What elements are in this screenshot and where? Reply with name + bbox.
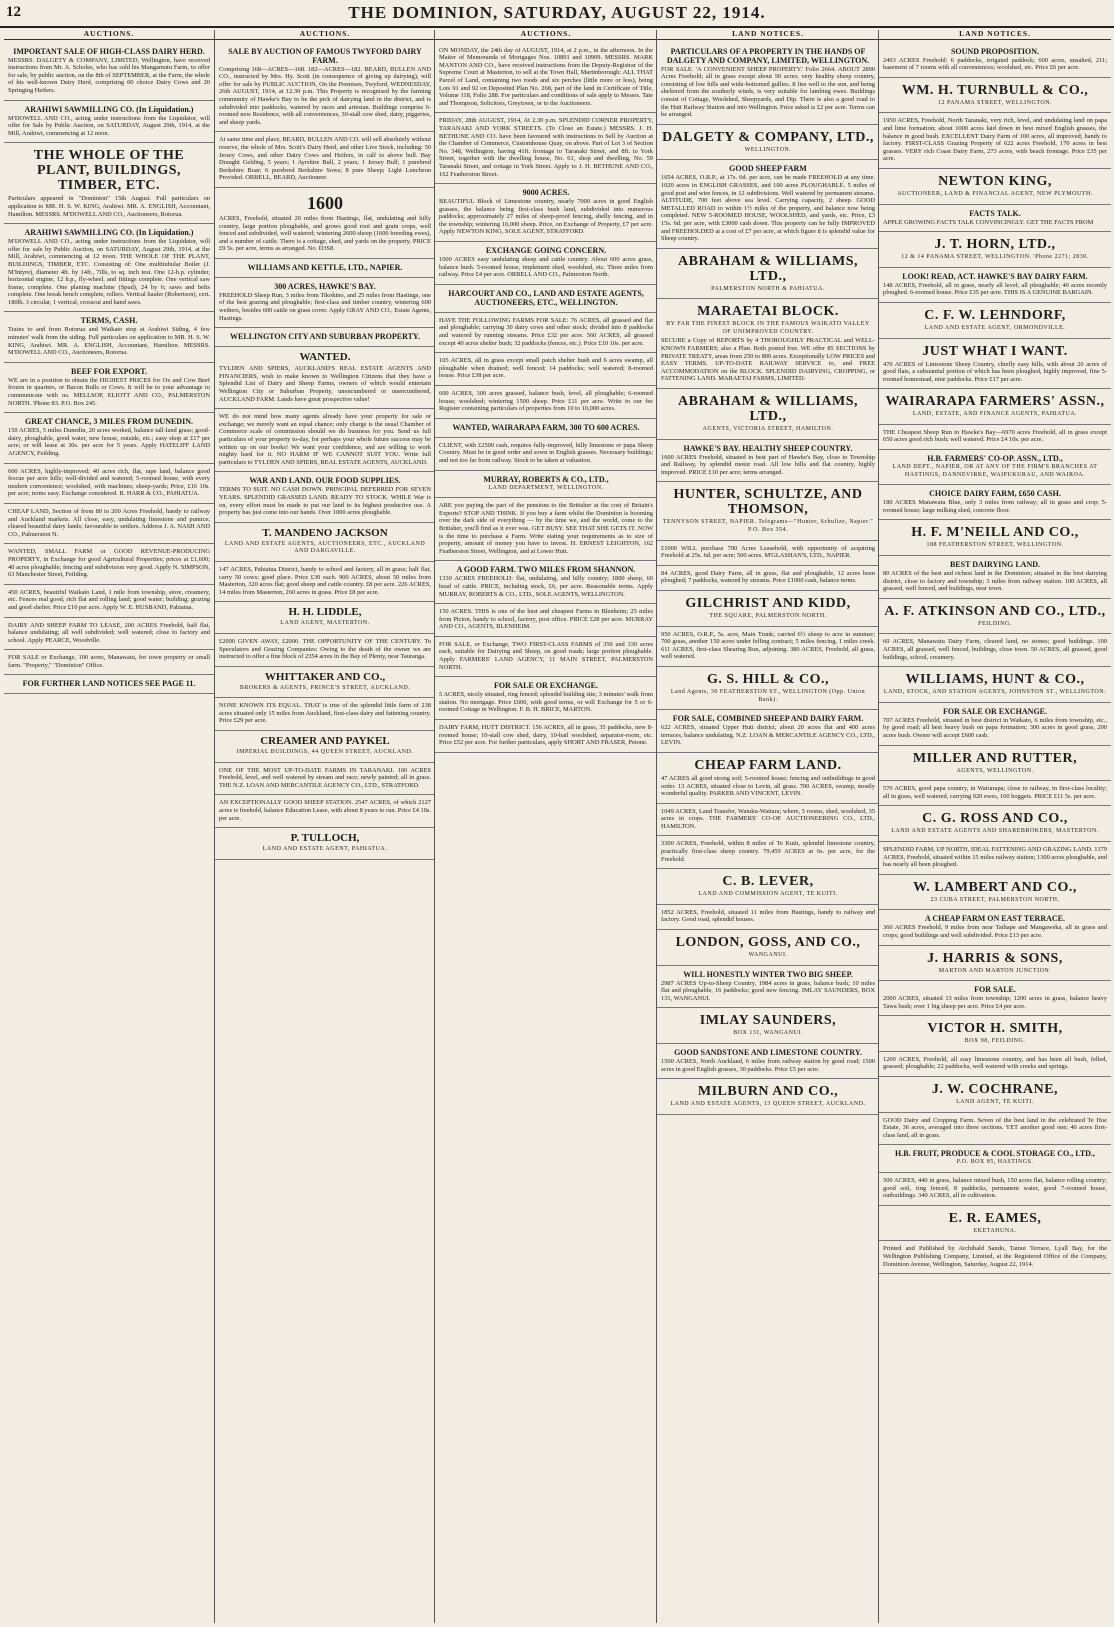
classified-ad: [215, 795, 435, 828]
column-heading: AUCTIONS.: [215, 30, 435, 40]
ad-body: 5 ACRES, nicely situated, ring fenced; splendid building site; 3 minutes' walk from station. No mortgage. Price £600, with good terms, or will Exchange for 5 or 6-roomed Cottage in Wellington. F. B. H. BRICE, MARTON.: [439, 691, 653, 714]
ad-agent-name: JUST WHAT I WANT.: [922, 343, 1068, 359]
ad-body: 622 ACRES, situated Upper Hutt district, about 20 acres flat and 400 acres terraces, balance undulating. N.Z. LOAN & MERCANTILE AGENCY CO., LTD., LEVIN.: [661, 724, 875, 747]
ad-body: 360 ACRES Freehold, 9 miles from near Taihape and Mangaweka, all in grass and crops; good buildings and well subdivided. Price £13 per acre.: [883, 924, 1107, 939]
column-heading: AUCTIONS.: [435, 30, 657, 40]
ad-heading: FOR SALE OR EXCHANGE.: [493, 681, 598, 691]
ad-body: FOR SALE. 'A CONVENIENT SHEEP PROPERTY.' Folio 2664. ABOUT 2800 Acres Freehold; all in grass except about 50 acres; very healthy sheep country, consisting of low hills and wide-bottomed gullies. It lies well to the sun, and being sheltered from the southerly winds, is very suitable for lambing ewes. Buildings consist of Cottage, Woolshed, Sheepyards, and Dip. There is also a good road to the Hutt Railway Station and into Wellington. Price asked is £2 per acre. Terms can be arranged.: [661, 65, 875, 119]
classified-ad: [879, 842, 1111, 875]
ad-headline: T. MANDENO JACKSON: [262, 526, 388, 539]
ad-headline: P. TULLOCH,: [290, 832, 360, 845]
ad-body: 1330 ACRES FREEHOLD: flat, undulating, and hilly country; 1800 sheep, 60 head of cattle. PRICE, including stock, £6, per acre. Reasonable terms. Apply MURRAY, ROBERTS & CO., LTD., SOLE AGENTS, WELLINGTON.: [439, 575, 653, 598]
classified-ad: [879, 303, 1111, 339]
classified-ad: [879, 339, 1111, 390]
classified-ad: [435, 438, 657, 471]
classified-ad: [879, 946, 1111, 982]
classified-ad: [879, 113, 1111, 169]
ad-body: 500 ACRES, 440 in grass, balance mixed bush, 150 acres flat, balance rolling country; good soil, ring fenced, 8 paddocks, permanent water, good 7-roomed house, outbuildings. 340 ACRES, all in cultivation.: [883, 1177, 1107, 1200]
ad-body: 60 ACRES, Manawatu Dairy Farm, cleared land, no stones; good buildings. 100 ACRES, all grassed, well fenced, buildings, close town. 50 ACRES, all grassed, good buildings, school, creamery.: [883, 638, 1107, 661]
classified-ad: [879, 599, 1111, 635]
ad-body: ACRES, Freehold, situated 20 miles from Hastings, flat, undulating and hilly country, large portion ploughable, and grows good root and grain crops, well fenced and subdivided, well watered; wintering 2600 sheep (1600 breeding ewes), and a number of cattle. There is a cottage, shed, and yards on the property. PRICE £9 5s. per acre, terms as arranged. No. D3S8.: [219, 214, 431, 253]
ad-heading: FOR SALE, COMBINED SHEEP AND DAIRY FARM.: [672, 714, 864, 724]
column-5: [878, 30, 1111, 1623]
classified-ad: [657, 804, 879, 837]
ad-body: 1500 ACRES, North Auckland, 6 miles from railway station by good road; 1500 acres in good English grasses, 30 paddocks. Price £5 per acre.: [661, 1058, 875, 1073]
ad-body: TYLDEN AND SPIERS, AUCKLAND'S REAL ESTATE AGENTS AND FINANCIERS, wish to make known to Wellington Citizens that they have a Splendid List of Dairy and Sheep Farms, owners of which would entertain Wellington City or Suburban Property, unencumbered or unencumbered, AUCKLAND FARM. Lands have great prospective value!: [219, 365, 431, 403]
ad-heading: 300 ACRES, HAWKE'S BAY.: [274, 281, 376, 291]
ad-body: 707 ACRES Freehold, situated in best district in Waikato, 6 miles from township, etc., by good road; all best heavy bush on papa formation; 300 acres in good grass, 200 acres bush. Owner will accept £600 cash.: [883, 716, 1107, 739]
classified-ad: [657, 1079, 879, 1115]
ad-agent-name: MILBURN AND CO.,: [697, 1084, 839, 1100]
ad-agent-name: WILLIAMS, HUNT & CO.,: [905, 672, 1085, 688]
classified-ad: [435, 313, 657, 353]
ad-agent-name: WAIRARAPA FARMERS' ASSN.,: [885, 394, 1105, 410]
classified-ad: [879, 1241, 1111, 1274]
ad-agent-address: BY FAR THE FINEST BLOCK IN THE FAMOUS WAIKATO VALLEY OF UNIMPROVED COUNTRY.: [666, 321, 870, 335]
classified-ad: [657, 1044, 879, 1079]
classified-ad: [879, 520, 1111, 556]
ad-heading: HARCOURT AND CO., LAND AND ESTATE AGENTS, AUCTIONEERS, ETC., WELLINGTON.: [448, 288, 644, 307]
classified-ad: [657, 440, 879, 483]
ad-body: ARE you paying the part of the pensions to the Britisher at the cost of Britain's Exports? STOP AND THINK. If you buy a farm whilst the Dominion is booming over the dark side of everything — by the time we, and the world, come to the Britisher, you'll find as it ever was. GET BUSY. SEE THAT SHE GETS IT. NOW is the time to purchase a Farm. Write stating your requirements as to size of property, amount of money you have to invest. H. ERNEST LEIGHTON, 162 Featherston Street, Wellington, and at Lower Hutt.: [439, 502, 653, 555]
classified-ad: [657, 591, 879, 627]
ad-agent-address: P.O. BOX 85, HASTINGS.: [956, 1159, 1034, 1166]
classified-ad: [435, 561, 657, 604]
classified-ad: [657, 966, 879, 1009]
column-heading: LAND NOTICES.: [657, 30, 879, 40]
ad-heading: FOR SALE.: [974, 985, 1016, 995]
ad-agent-address: LAND AND ESTATE AGENT, PAHIATUA.: [262, 846, 388, 853]
ad-agent-name: THE WHOLE OF THE PLANT, BUILDINGS, TIMBER, ETC.: [33, 148, 185, 194]
ad-body: HAVE THE FOLLOWING FARMS FOR SALE: 76 ACRES, all grassed and flat and ploughable; carrying 30 dairy cows and other stock; divided into 8 paddocks and watered by running streams. Price £32 per acre. 560 ACRES, all grassed except 40 acres shelter bush; 32 paddocks (fences, etc.). Price £10 10s. per acre.: [439, 316, 653, 347]
ad-body: 2000 ACRES, situated 13 miles from township; 1200 acres in grass, balance heavy Tawa bush; over 1 big sheep per acre. Price £4 per acre.: [883, 995, 1107, 1010]
ad-agent-name: W. LAMBERT AND CO.,: [913, 879, 1077, 895]
ad-heading: HAWKE'S BAY. HEALTHY SHEEP COUNTRY.: [683, 443, 853, 453]
classified-ad: [657, 869, 879, 905]
ad-heading: PARTICULARS OF A PROPERTY IN THE HANDS OF DALGETY AND COMPANY, LIMITED, WELLINGTON.: [666, 46, 870, 65]
column-heading: LAND NOTICES.: [879, 30, 1111, 40]
classified-ad: [435, 419, 657, 438]
ad-agent-address: PALMERSTON NORTH & PAHIATUA.: [711, 285, 825, 292]
ad-headline: CREAMER AND PAYKEL: [260, 735, 390, 748]
ad-agent-address: 12 PANAMA STREET, WELLINGTON.: [937, 99, 1053, 106]
ad-body: At same time and place, BEARD, BULLEN AND CO. will sell absolutely without reserve, the whole of Mrs. Scott's Dairy Herd, and other Live Stock, including: 50 Jersey Cows, and other Dairy Cows and Heifers, in calf to above bull. Bay Draught Gelding, 5 years; 1 Ayrshire Bull, 2 years; 1 Jersey Bull; 1 purebred Berkshire Boar; 6 purebred Berkshire Sows; 8 pure Sheep; Light Luncheon Provided. ORBELL, BEARD, Auctioneer.: [219, 136, 431, 182]
classified-ad: [879, 232, 1111, 268]
classified-ad: [4, 413, 214, 463]
classified-ad: [879, 205, 1111, 233]
ad-heading: LOOK! READ, ACT. HAWKE'S BAY DAIRY FARM.: [902, 271, 1088, 281]
ad-agent-address: LAND DEPARTMENT, WELLINGTON.: [488, 484, 604, 491]
column-3: [434, 30, 657, 1623]
classified-ad: [435, 720, 657, 753]
ad-agent-address: IMPERIAL BUILDINGS, 44 QUEEN STREET, AUCKLAND.: [236, 749, 414, 756]
ad-agent-name: C. G. ROSS AND CO.,: [922, 811, 1068, 827]
classified-ad: [657, 160, 879, 248]
ad-heading: EXCHANGE GOING CONCERN.: [485, 246, 607, 256]
classified-ad: [879, 703, 1111, 746]
ad-heading: GOOD SHEEP FARM: [729, 164, 807, 174]
column-heading: AUCTIONS.: [4, 30, 214, 40]
ad-body: FOR SALE, or Exchange, TWO FIRST-CLASS FARMS of 350 and 330 acres each, suitable for Dairying and Sheep, on good roads; large portion ploughable. Apply FARMERS' LAND AGENCY, 11 MAIN STREET, PALMERSTON NORTH.: [439, 640, 653, 671]
classified-ad: [657, 566, 879, 591]
ad-heading: H.B. FRUIT, PRODUCE & COOL STORAGE CO., LTD.,: [895, 1149, 1095, 1159]
ad-heading: SALE BY AUCTION OF FAMOUS TWYFORD DAIRY FARM.: [228, 46, 422, 65]
ad-agent-address: THE SQUARE, PALMERSTON NORTH.: [709, 612, 827, 619]
classified-ad: [657, 299, 879, 389]
ad-body: WE are in a position to obtain the HIGHEST PRICES for Ox and Cow Beef frozen in quarters, or Bacon Bulls or Cows. It will be to your advantage to communicate with us. MELLSOP, ELIOTT AND CO., PALMERSTON NORTH. 'Phone 83. P.O. Box 245.: [8, 376, 210, 407]
ad-body: 570 ACRES, good papa country, in Wairarapa; close to railway, in first-class locality; all in grass, well watered, carrying 920 ewes, 160 hoggets. PRICE £11 5s. per acre.: [883, 785, 1107, 800]
classified-ad: [215, 602, 435, 634]
column-4: [656, 30, 879, 1623]
classified-ad: [657, 836, 879, 869]
ad-body: 1049 ACRES, Land Transfer, Waiuku-Waitara; where, 5 rooms, shed, woolshed, 35 acres in crops. THE FARMERS' CO-OP. AUCTIONEERING CO., LTD., HAMILTON.: [661, 807, 875, 830]
columns-container: [4, 30, 1110, 1623]
classified-ad: [879, 746, 1111, 782]
ad-body: £2000 GIVEN AWAY, £2000. THE OPPORTUNITY OF THE CENTURY. To Speculators and Grazing Companies: Owing to the death of the owner we are instructed to offer a fine block of 2354 acres in the Bay of Plenty, near Tauranga.: [219, 637, 431, 661]
ad-agent-name: GILCHRIST AND KIDD,: [685, 595, 851, 611]
ad-heading: 9000 ACRES.: [522, 188, 570, 198]
ad-body: THE Cheapest Sheep Run in Hawke's Bay—6970 acres Freehold, all in grass except 650 acres good rich bush; well watered. Price £4 10s. per acre.: [883, 428, 1107, 444]
ad-heading: H.B. FARMERS' CO-OP. ASSN., LTD.,: [927, 454, 1063, 464]
ad-body: FOR SALE or Exchange, 100 acres, Manawatu, for town property or small farm. "Property," "Dominion" Office.: [8, 654, 210, 669]
classified-ad: [215, 132, 435, 188]
ad-agent-address: WANGANUI.: [748, 952, 788, 959]
classified-ad: [4, 143, 214, 224]
classified-ad: [657, 1008, 879, 1044]
ad-agent-address: LAND AGENT, TE KUITI.: [956, 1099, 1034, 1106]
classified-ad: [4, 585, 214, 618]
classified-ad: [657, 710, 879, 753]
classified-ad: [215, 667, 435, 699]
ad-agent-address: FEILDING.: [978, 620, 1012, 627]
ad-agent-name: WM. H. TURNBULL & CO.,: [901, 82, 1089, 98]
ad-heading: ARAHIWI SAWMILLING CO. (In Liquidation.): [24, 104, 194, 114]
ad-body: 47 ACRES all good strong soil; 5-roomed house; fencing and outbuildings in good order. 13 ACRES, situated close to Levin, all grass. 700 ACRES, swamp, mostly wonderful quality. PARKER AND VINCENT, LEVIN.: [661, 774, 875, 798]
ad-body: WE do not mind how many agents already have your property for sale or exchange; we merely want an equal chance; only charge is the usual Chamber of Commerce scale of commission should we do business for you. Send us full particulars of your property to-day, for perhaps your whole future success may be written up on our books! We want your confidence, and are willing to work mighty hard for it. NO HARM IF WE CANNOT SUIT YOU. Write full particulars to TYLDEN AND SPIERS, REAL ESTATE AGENTS, AUCKLAND.: [219, 413, 431, 466]
ad-body: BEAUTIFUL Block of Limestone country, nearly 7000 acres in good English grasses, the balance being first-class bush land, subdivided into numerous paddocks; approximately 27 miles of sheep-proof fencing, shelly fencing, and in the township; wintering 10,000 sheep. Price, on Exchange of Property, £7 per acre. Apply NEWTON KING, SOLE AGENT, STRATFORD.: [439, 198, 653, 236]
classified-ad: [4, 101, 214, 144]
ad-heading: ARAHIWI SAWMILLING CO. (In Liquidation.): [24, 228, 194, 238]
ad-body: £1000 WILL purchase 700 Acres Leasehold, with opportunity of acquiring Freehold at 25s. 6d. per acre; 500 acres. M'GLASHAN'S, LTD., NAPIER.: [661, 544, 875, 560]
classified-ad: [879, 981, 1111, 1016]
ad-body: 1950 ACRES, Freehold, North Taranaki, very rich, level, and undulating land on papa and lime formation; about 1000 acres laid down in best mixed English grasses, the balance in good bush. EXCELLENT Dairy Farm of 100 acres, all improved; handy to factory. FIRST-CLASS Grazing Property of 622 acres Freehold, 170 acres in best grasses. VERY rich Coast Dairy Farm, 273 acres, with beach frontage. Price £35 per acre.: [883, 117, 1107, 163]
ad-body: 1852 ACRES, Freehold, situated 11 miles from Hastings, handy to railway and factory. Good road, splendid houses.: [661, 908, 875, 924]
classified-ad: [657, 541, 879, 566]
ad-agent-name: ABRAHAM & WILLIAMS, LTD.,: [678, 253, 858, 284]
classified-ad: [435, 386, 657, 419]
ad-body: 180 ACRES Manawatu Blue, only 3 miles from railway; all in grass and crop; 5-roomed house; large milking shed, concrete floor.: [883, 499, 1107, 514]
ad-agent-name: DALGETY & COMPANY, LTD.,: [662, 129, 874, 145]
ad-body: DAIRY FARM, HUTT DISTRICT. 156 ACRES, all in grass, 35 paddocks, new 8-roomed house; 10-stall cow shed, dairy, 10-bail woolshed, separator-room, etc. Price £52 per acre. For further particulars, apply SHORT AND FRASER, Petone.: [439, 724, 653, 747]
ad-agent-address: 188 FEATHERSTON STREET, WELLINGTON.: [926, 542, 1064, 549]
ad-agent-address: LAND AND ESTATE AGENTS, 13 QUEEN STREET, AUCKLAND.: [670, 1101, 866, 1108]
ad-heading: GREAT CHANCE, 3 MILES FROM DUNEDIN.: [25, 417, 193, 427]
ad-agent-address: WELLINGTON.: [744, 146, 792, 153]
ad-body: 950 ACRES, O.R.P., 5s. acre, Main Trunk; carried 6½ sheep to acre in summer; 700 grass, another 150 acres under felling contract; 5 miles fencing, 1 miles creek. 611 ACRES, first-class Shearing Run, adjoining. 380 ACRES, Freehold, all grass, well watered.: [661, 630, 875, 661]
classified-ad: [657, 667, 879, 710]
classified-ad: [4, 464, 214, 504]
ad-agent-name: G. S. HILL & CO.,: [706, 671, 830, 687]
ad-headline: WANTED.: [299, 351, 351, 364]
ad-agent-name: IMLAY SAUNDERS,: [699, 1013, 837, 1029]
ad-body: 2403 ACRES Freehold: 6 paddocks, irrigated paddock; 600 acres, unsalted, 211; basement of 7 rooms with all conveniences; woolshed, etc. Price £6 per acre.: [883, 56, 1107, 72]
ad-agent-name: HUNTER, SCHULTZE, AND THOMSON,: [673, 487, 863, 518]
ad-agent-address: MARTON AND MARTON JUNCTION.: [938, 967, 1052, 974]
ad-body: Particulars appeared in "Dominion" 15th August. Full particulars on application to MR. H. S. W. KING, Arahiwi. MR. A. ENGLISH, Accountant, Hamilton. MESSRS. M'DOWELL AND CO., Auctioneers, Rotorua.: [8, 195, 210, 218]
classified-ad: [215, 828, 435, 860]
ad-body: 1600 ACRES Freehold, situated in best part of Hawke's Bay, close to Township and Railway, by splendid motor road. All low hills and flat country, highly improved. PRICE £10 per acre; terms arranged.: [661, 453, 875, 476]
classified-ad: [879, 1173, 1111, 1206]
column-1: [4, 30, 214, 1623]
ad-agent-address: Land Agents, 30 FEATHERSTON ST., WELLINGTON (Opp. Union Bank).: [670, 688, 866, 703]
classified-ad: [215, 634, 435, 667]
classified-ad: [879, 485, 1111, 520]
classified-ad: [657, 43, 879, 125]
ad-agent-address: BROKERS & AGENTS, PRINCE'S STREET, AUCKLAND.: [239, 684, 411, 691]
classified-ad: [215, 763, 435, 796]
ad-body: 150 ACRES, 5 miles Dunedin, 20 acres worked, balance tall-land grass; good-dairy, ploughable, good water, new house, outside, etc.; easy shop at £17 per acre; or will lease at 30s. per acre for 5 years. Apply HATELIFF LAND AGENCY, Feilding.: [8, 427, 210, 457]
classified-ad: [657, 482, 879, 540]
ad-body: M'DOWELL AND CO., acting under instructions from the Liquidator, will offer for Sale by Public Auction, on SATURDAY, August 29th, 1914, at the Mill, Arahiwi, commencing at 12 noon.: [8, 114, 210, 137]
classified-ad: [879, 634, 1111, 667]
classified-ad: [435, 498, 657, 561]
classified-ad: [215, 472, 435, 522]
ad-body: DAIRY AND SHEEP FARM TO LEASE, 200 ACRES Freehold, half flat, balance undulating; all well subdivided; well watered; close to factory and school. Apply PEARCE, Woodville.: [8, 621, 210, 644]
classified-ad: [879, 268, 1111, 303]
classified-ad: [215, 731, 435, 763]
ad-agent-address: AUCTIONEER, LAND & FINANCIAL AGENT, NEW PLYMOUTH.: [897, 190, 1093, 197]
classified-ad: [879, 1113, 1111, 1146]
ad-body: AN EXCEPTIONALLY GOOD SHEEP STATION. 2547 ACRES, of which 2127 acres is freehold, balance Education Lease, with about 8 years to run. Price £4 10s. per acre.: [219, 799, 431, 822]
classified-ad: [435, 677, 657, 720]
ad-body: ON MONDAY, the 24th day of AUGUST, 1914, at 2 p.m., in the afternoon. In the Matter of Memoranda of Mortgages Nos. 10891 and 10909. MESSRS. MARK MANTON AND CO., have received instructions from the Deputy-Registrar of the Supreme Court at Masterton, to sell at the Town Hall, Martinborough: ALL THAT Parcel of Land, containing two roods and six perches (little more or less), being Lots 91 and 92 on Deposited Plan No. 268, part of the land in Certificate of Title, Volume 118, Folio 288. For particulars and conditions of sale apply to Messrs. Tate and Thompson, Solicitors, Greytown, or to the Auctioneers.: [439, 46, 653, 107]
ad-heading: A CHEAP FARM ON EAST TERRACE.: [924, 914, 1066, 924]
classified-ad: [4, 504, 214, 544]
classified-ad: [879, 1077, 1111, 1113]
newspaper-title: THE DOMINION, SATURDAY, AUGUST 22, 1914.: [348, 3, 766, 22]
ad-heading: SOUND PROPOSITION.: [950, 46, 1039, 56]
ad-agent-address: LAND DEPT., NAPIER, OR AT ANY OF THE FIRM'S BRANCHES AT HASTINGS, DANNEVIRKE, WAIPUKURAU, AND WAIROA.: [892, 464, 1098, 478]
ad-heading: WANTED, WAIRARAPA FARM, 300 TO 600 ACRES.: [452, 422, 640, 432]
ad-agent-name: J. W. COCHRANE,: [931, 1082, 1059, 1098]
classified-ad: [879, 781, 1111, 806]
classified-ad: [435, 604, 657, 637]
classified-ad: [879, 389, 1111, 425]
ad-agent-address: AGENTS, WELLINGTON.: [956, 767, 1034, 774]
classified-ad: [215, 259, 435, 278]
ad-body: 1654 ACRES, O.R.P., at 17s. 6d. per acre, can be made FREEHOLD at any time. 1020 acres in ENGLISH GRASSES, and 100 acres PLOUGHABLE. 5 miles of good post and wire fences, in 12 subdivisions. Well watered by permanent streams. ALTITUDE, 700 feet above sea level. Carrying capacity, 2 sheep. GOOD METALLED ROAD to within 1½ miles of the property, and balance now being completed. NEW 5-ROOMED HOUSE, WOOLSHED, and yards, etc. Price, £3 15s. 6d. per acre, with £3000 cash down. This property can be fully IMPROVED and FREEHOLDED at a cost of £7 per acre, at which figure it is splendid value for Sheep country.: [661, 174, 875, 243]
classified-ad: [435, 637, 657, 677]
ad-agent-name: MARAETAI BLOCK.: [697, 304, 839, 320]
ad-body: MESSRS. DALGETY & COMPANY, LIMITED, Wellington, have received instructions from Mr. A. Scholes, who has sold his Mangamutu Farm, to offer for sale, by public auction, on the 8th of SEPTEMBER, at the Farm, the whole of his well-known Dairy Herd, comprising 60 choice Dairy Cows and 20 Springing Heifers.: [8, 56, 210, 94]
ad-agent-name: MILLER AND RUTTER,: [912, 750, 1078, 766]
ad-heading: WILLIAMS AND KETTLE, LTD., NAPIER.: [247, 262, 403, 272]
classified-ad: [215, 562, 435, 602]
ad-agent-address: BOX 131, WANGANUI.: [733, 1030, 803, 1037]
classified-ad: [215, 347, 435, 409]
ad-body: 600 ACRES, 300 acres grassed, balance bush, level, all ploughable; 6-roomed house; woolshed; wintering 1500 sheep. Price £11 per acre. Write to our fee Register containing particulars of properties from 10 to 10,000 acres.: [439, 390, 653, 413]
ad-body: 105 ACRES, all in grass except small patch shelter bush and 6 acres swamp, all ploughable when drained; well fenced; 14 paddocks; well watered; 8-roomed house. Price £38 per acre.: [439, 357, 653, 380]
ad-agent-address: LAND, ESTATE, AND FINANCE AGENTS, PAHIATUA.: [912, 411, 1078, 418]
ad-agent-name: E. R. EAMES,: [948, 1210, 1042, 1226]
classified-ad: [657, 930, 879, 966]
ad-heading: WILL HONESTLY WINTER TWO BIG SHEEP.: [683, 969, 853, 979]
ad-heading: GOOD SANDSTONE AND LIMESTONE COUNTRY.: [674, 1048, 862, 1057]
ad-body: SECURE a Copy of REPORTS by 4 THOROUGHLY PRACTICAL and WELL-KNOWN FARMERS; also a Plan. Both posted free. WE offer 85 SECTIONS by PRIVATE TREATY, areas from 250 to 800 acres. Exceptionally LOW PRICES and EASY TERMS. UP-TO-DATE RAILWAY SERVICE to, and FREE ACCOMMODATION on the BLOCK. SPLENDID DAIRYING, CROPPING, or FATTENING LAND. MARAETAI FARMS, LIMITED.: [661, 337, 875, 383]
ad-agent-name: C. F. W. LEHNDORF,: [924, 307, 1066, 323]
ad-agent-address: 23 CUBA STREET, PALMERSTON NORTH.: [930, 896, 1060, 903]
classified-ad: [657, 627, 879, 667]
ad-body: 1200 ACRES, Freehold, all easy limestone country, and has been all bush, felled, grassed; ploughable; 22 paddocks, well watered with creeks and springs.: [883, 1055, 1107, 1071]
classified-ad: [879, 1016, 1111, 1052]
ad-heading: WAR AND LAND. OUR FOOD SUPPLIES.: [249, 476, 401, 486]
classified-ad: [4, 618, 214, 651]
classified-ad: [879, 556, 1111, 599]
column-2: [214, 30, 435, 1623]
classified-ad: [435, 471, 657, 499]
classified-ad: [879, 667, 1111, 703]
ad-agent-name: A. F. ATKINSON AND CO., LTD.,: [884, 603, 1106, 619]
ad-agent-address: EKETAHUNA.: [973, 1227, 1017, 1234]
classified-ad: [657, 249, 879, 300]
classified-ad: [435, 43, 657, 114]
ad-headline: H. H. LIDDLE,: [288, 606, 362, 619]
ad-heading: TERMS, CASH.: [80, 316, 138, 326]
classified-ad: [215, 409, 435, 472]
classified-ad: [879, 1052, 1111, 1077]
ad-body: 450 ACRES, beautiful Waikato Land, 1 mile from township, store, creamery, etc. Fences real good, rich flat and rolling land; good water; building; grazing and good shelter. Price £10 per acre. Apply W. E. HUSBAND, Pahiatua.: [8, 588, 210, 611]
ad-body: 80 ACRES of the best and richest land in the Dominion; situated in the best dairying district, close to factory and township; 3 miles from railway station. 100 ACRES, all grassed, well fenced, and buildings, near town.: [883, 570, 1107, 593]
classified-ad: [435, 285, 657, 313]
ad-agent-address: TENNYSON STREET, NAPIER. Telegrams—"Hunter, Schultze, Napier." P.O. Box 354.: [662, 519, 874, 533]
ad-body: FRIDAY, 28th AUGUST, 1914, At 2.30 p.m. SPLENDID CORNER PROPERTY, TARANAKI AND YORK STREETS. (To Close an Estate.) MESSRS. J. H. BETHUNE AND CO. have been favoured with instructions to Sell by Auction at the Chamber of Commerce, Customhouse Quay, on above. Part of Lot 3 of Section No. 348, Wellington, having 41ft. frontage to Taranaki Street, and 8ft. to York Street, together with the dwelling house, No. 61, shop and dwelling, No. 59 Taranaki Street, and cottage in York Street. Apply to J. H. BETHUNE AND CO., 162 Featherston Street.: [439, 117, 653, 178]
ad-agent-address: LAND AND ESTATE AGENT, ORMONDVILLE.: [924, 324, 1066, 331]
ad-agent-name: C. B. LEVER,: [722, 874, 814, 890]
ad-body: Printed and Published by Archibald Sando, Tainui Terrace, Lyall Bay, for the Wellington Publishing Company, Limited, at the Registered Office of the Company, Dominion Avenue, Wellington, Saturday, August 22, 1914.: [883, 1245, 1107, 1268]
ad-heading: MURRAY, ROBERTS & CO., LTD.,: [483, 474, 609, 484]
classified-ad: [435, 184, 657, 242]
ad-heading: IMPORTANT SALE OF HIGH-CLASS DAIRY HERD.: [13, 46, 205, 56]
ad-body: Comprising 168—ACRES—168. 182—ACRES—182. BEARD, BULLEN AND CO., instructed by Mrs. Hy. Scott (in consequence of giving up dairying), will offer for sale by PUBLIC AUCTION, On the Premises, Twyford, WEDNESDAY, 26th AUGUST, 1914, at 12.30 p.m. This Property is recognised by the farming community of Hawke's Bay to be the pick of dairying land in the district, and is subdivided into paddocks, watered by races and artesian. Buildings comprise 6-roomed new Residence, with all conveniences, 30-stall cow shed, dairy, piggeries, and sheep yards.: [219, 65, 431, 126]
ad-body: SPLENDID FARM, UP NORTH, IDEAL FATTENING AND GRAZING LAND. 1379 ACRES, Freehold, situated within 15 miles railway station; 1300 acres ploughable, and has nearly all been ploughed.: [883, 845, 1107, 869]
ad-body: 148 ACRES, Freehold, all in grass, nearly all level; all ploughable; 40 acres recently ploughed. 6-roomed house. Price £35 per acre. THIS IS A GENUINE BARGAIN.: [883, 281, 1107, 297]
classified-ad: [215, 188, 435, 259]
ad-agent-address: LAND AGENT, MASTERTON.: [280, 620, 370, 627]
classified-ad: [215, 43, 435, 133]
ad-agent-name: CHEAP FARM LAND.: [694, 757, 842, 773]
ad-headline: WHITTAKER AND CO.,: [264, 670, 386, 683]
classified-ad: [879, 1206, 1111, 1242]
ad-agent-address: LAND AND COMMISSION AGENT, TE KUITI.: [698, 891, 838, 898]
ad-agent-name: J. T. HORN, LTD.,: [934, 237, 1056, 253]
classified-ad: [435, 242, 657, 285]
classified-ad: [879, 78, 1111, 114]
ad-body: Trains to and from Rotorua and Waikato stop at Arahiwi Siding, 4 few minutes' walk from the siding. Full particulars on application to MR. H. S. W. KING, Arahiwi. MR. A. ENGLISH, Accountant, Hamilton. MESSRS. M'DOWELL AND CO., Auctioneers, Rotorua.: [8, 326, 210, 357]
ad-body: CHEAP LAND, Section of from 80 to 200 Acres Freehold, handy to railway and Auckland markets. All close, easy, undulating limestone and pumice; cleared beautiful dairy lands; favourable to settlers. Address J. A. NASH AND CO., Palmerston N.: [8, 507, 210, 538]
classified-ad: [879, 1145, 1111, 1173]
ad-body: 600 ACRES, highly-improved; 40 acres rich, flat, rape land, balance good fescue per acre hills; well-divided and watered; 5-roomed house, with every modern convenience; woolshed, with machines; sheep-yards; Price, £16 10s. per acre; terms easy. Exchange considered. B. HARR & CO., PAHIATUA.: [8, 467, 210, 498]
ad-agent-address: BOX 98, FEILDING.: [964, 1038, 1026, 1045]
ad-heading: BEST DAIRYING LAND.: [949, 560, 1041, 570]
classified-ad: [215, 698, 435, 731]
ad-agent-address: LAND, STOCK, AND STATION AGENTS, JOHNSTON ST., WELLINGTON.: [883, 689, 1107, 696]
classified-ad: [435, 113, 657, 184]
classified-ad: [879, 806, 1111, 842]
ad-body: 147 ACRES, Pahiatua District, handy to school and factory, all in grass; half flat, carry 50 cows; good place. Price £30 each. 900 ACRES, about 50 miles from Masterton, 320 acres flat; good sheep and cattle country. £8 per acre. 226 ACRES, 14 miles from Masterton, 260 acres in grass. Price £8 per acre.: [219, 565, 431, 596]
ad-body: FREEHOLD Sheep Run, 3 miles from Tikokino, and 25 miles from Hastings, one of the best grazing and ploughable; first-class and timber country, wintering 600 wethers, besides 600 cattle on grass cover. Apply GRAY AND CO., Estate Agents, Hastings.: [219, 291, 431, 322]
ad-heading: FOR SALE OR EXCHANGE.: [942, 706, 1047, 716]
ad-agent-address: AGENTS, VICTORIA STREET, HAMILTON.: [702, 426, 834, 433]
ad-heading: BEEF FOR EXPORT.: [71, 366, 147, 376]
masthead: [0, 0, 1114, 28]
ad-agent-name: J. HARRIS & SONS,: [927, 950, 1063, 966]
classified-ad: [215, 523, 435, 562]
classified-ad: [879, 169, 1111, 205]
page-number: 12: [6, 4, 21, 20]
classified-ad: [879, 910, 1111, 945]
ad-body: M'DOWELL AND CO., acting under instructions from the Liquidator, will offer for sale by Public Auction, on SATURDAY, August 29th, 1914, at the Mill, Arahiwi, commencing at 12 noon. THE WHOLE OF THE PLANT, BUILDINGS, TIMBER, ETC. Consisting of: One multitubular Boiler (J. M'Intyre), diameter 4ft. by 14ft., 7ills, to sq. inch test. One 12-h.p. cylinder, horizontal engine, 12 h.p., fly-wheel, and fittings complete. One vertical saw frame, complete. One planing machine (Spud), 24 by 6; saws and belts complete. One break bench complete, rollers. Vertical hauler (Robertson), cert. 180lb. 3 circular, 1 vertical, crosscut and hand saws.: [8, 238, 210, 306]
ad-heading: CHOICE DAIRY FARM, £650 CASH.: [929, 489, 1061, 499]
classified-ad: [879, 450, 1111, 485]
classified-ad: [4, 363, 214, 413]
classified-ad: [657, 753, 879, 804]
classified-ad: [4, 43, 214, 101]
classified-ad: [879, 875, 1111, 911]
ad-body: 84 ACRES, good Dairy Farm, all in grass, flat and ploughable, 12 acres been ploughed; 7 paddocks, watered by streams. Price £1000 cash, balance terms.: [661, 569, 875, 585]
ad-body: 3300 ACRES, Freehold, within 8 miles of Te Kuiti, splendid limestone country, practically first-class sheep country. 79,459 ACRES at 6s. per acre, for the Freehold.: [661, 840, 875, 863]
classified-ad: [657, 905, 879, 930]
ad-agent-address: LAND AND ESTATE AGENTS AND SHAREBROKERS, MASTERTON.: [891, 828, 1099, 835]
ad-body: APPLE GROWING FACTS TALK CONVINCINGLY. GET THE FACTS FROM: [883, 218, 1094, 226]
ad-heading: FOR FURTHER LAND NOTICES SEE PAGE 11.: [22, 679, 196, 689]
classified-ad: [879, 425, 1111, 450]
ad-heading: A GOOD FARM. TWO MILES FROM SHANNON.: [456, 565, 636, 575]
ad-body: WANTED, SMALL FARM or GOOD REVENUE-PRODUCING PROPERTY, in Exchange for good Agricultural Properties; prices at £1,600; 40 acres ploughable; fencing and subdivision very good. Apply N. SIMPSON, 63 Manchester Street, Feilding.: [8, 548, 210, 579]
ad-body: TERMS TO SUIT. NO CASH DOWN. PRINCIPAL DEFERRED FOR SEVEN YEARS. SPLENDID GRASSED LAND. READY TO STOCK. WHILE War is on, every effort must be made to put our land to its highest productive use. A property has just come into our hands. Over 1000 acres ploughable.: [219, 486, 431, 517]
classified-ad: [4, 544, 214, 584]
ad-body: 150 ACRES. THIS is one of the best and cheapest Farms in Blenheim; 25 miles from Picton, handy to school, factory, post office. PRICE £28 per acre. MURRAY AND CO., AGENTS, BLENHEIM.: [439, 608, 653, 631]
ad-heading: FACTS TALK.: [969, 208, 1021, 218]
classified-ad: [4, 675, 214, 694]
ad-body: GOOD Dairy and Cropping Farm. Seven of the best land in the celebrated Te Hoe Estate, 36 acres, averaged into three sections. YET another good one; 40 acres first-class land, all in grass.: [883, 1116, 1107, 1139]
ad-heading: WELLINGTON CITY AND SUBURBAN PROPERTY.: [230, 332, 420, 342]
classified-ad: [657, 125, 879, 161]
ad-body: NONE KNOWN ITS EQUAL. THAT is true of the splendid little farm of 238 acres situated only 15 miles from Auckland, first-class dairy and fattening country. Price £29 per acre.: [219, 702, 431, 725]
ad-agent-name: H. F. M'NEILL AND CO.,: [911, 525, 1079, 541]
classified-ad: [879, 43, 1111, 78]
ad-agent-name: NEWTON KING,: [938, 173, 1052, 189]
classified-ad: [215, 278, 435, 328]
classified-ad: [4, 224, 214, 312]
ad-body: 470 ACRES of Limestone Sheep Country, chiefly easy hills, with about 20 acres of good flats, a substantial portion of which has been ploughed, highly improved, fine 5-roomed homestead, nine paddocks. Price £17 per acre.: [883, 360, 1107, 383]
ad-body: CLIENT, with £2500 cash, requires fully-improved, hilly limestone or papa Sheep Country. Must be in good order and sown in English grasses. Necessary buildings; and not too far from railway. Stock to be taken at valuation.: [439, 441, 653, 464]
classified-ad: [4, 650, 214, 675]
classified-ad: [657, 389, 879, 440]
classified-ad: [4, 312, 214, 362]
ad-agent-name: ABRAHAM & WILLIAMS, LTD.,: [678, 394, 858, 425]
classified-ad: [215, 328, 435, 347]
ad-agent-name: LONDON, GOSS, AND CO.,: [675, 935, 861, 951]
ad-agent-name: VICTOR H. SMITH,: [927, 1021, 1063, 1037]
ad-body: 1000 ACRES easy undulating sheep and cattle country. About 600 acres grass, balance bush. 5-roomed house, implement shed, woolshed, etc. Three miles from railway. Price £4 per acre. ORBELL AND CO., Palmerston North.: [439, 256, 653, 279]
ad-body: 2987 ACRES Up-to-Sheep Country, 1984 acres in grass, balance bush; 10 miles flat and ploughable, 16 paddocks; good new fencing. IMLAY SAUNDERS, BOX 131, WANGANUI.: [661, 979, 875, 1002]
ad-agent-address: 12 & 14 PANAMA STREET, WELLINGTON. 'Phone 2271; 2830.: [901, 254, 1089, 261]
ad-acreage: 1600: [307, 192, 343, 213]
ad-agent-address: LAND AND ESTATE AGENTS, AUCTIONEERS, ETC., AUCKLAND AND DARGAVILLE.: [224, 540, 426, 555]
ad-body: ONE OF THE MOST UP-TO-DATE FARMS IN TARANAKI. 100 ACRES Freehold, level, and well watered by stream and race; newly painted; all in grass. THE N.Z. LOAN AND MERCANTILE AGENCY CO., LTD., STRATFORD.: [219, 766, 431, 789]
classified-ad: [435, 353, 657, 386]
